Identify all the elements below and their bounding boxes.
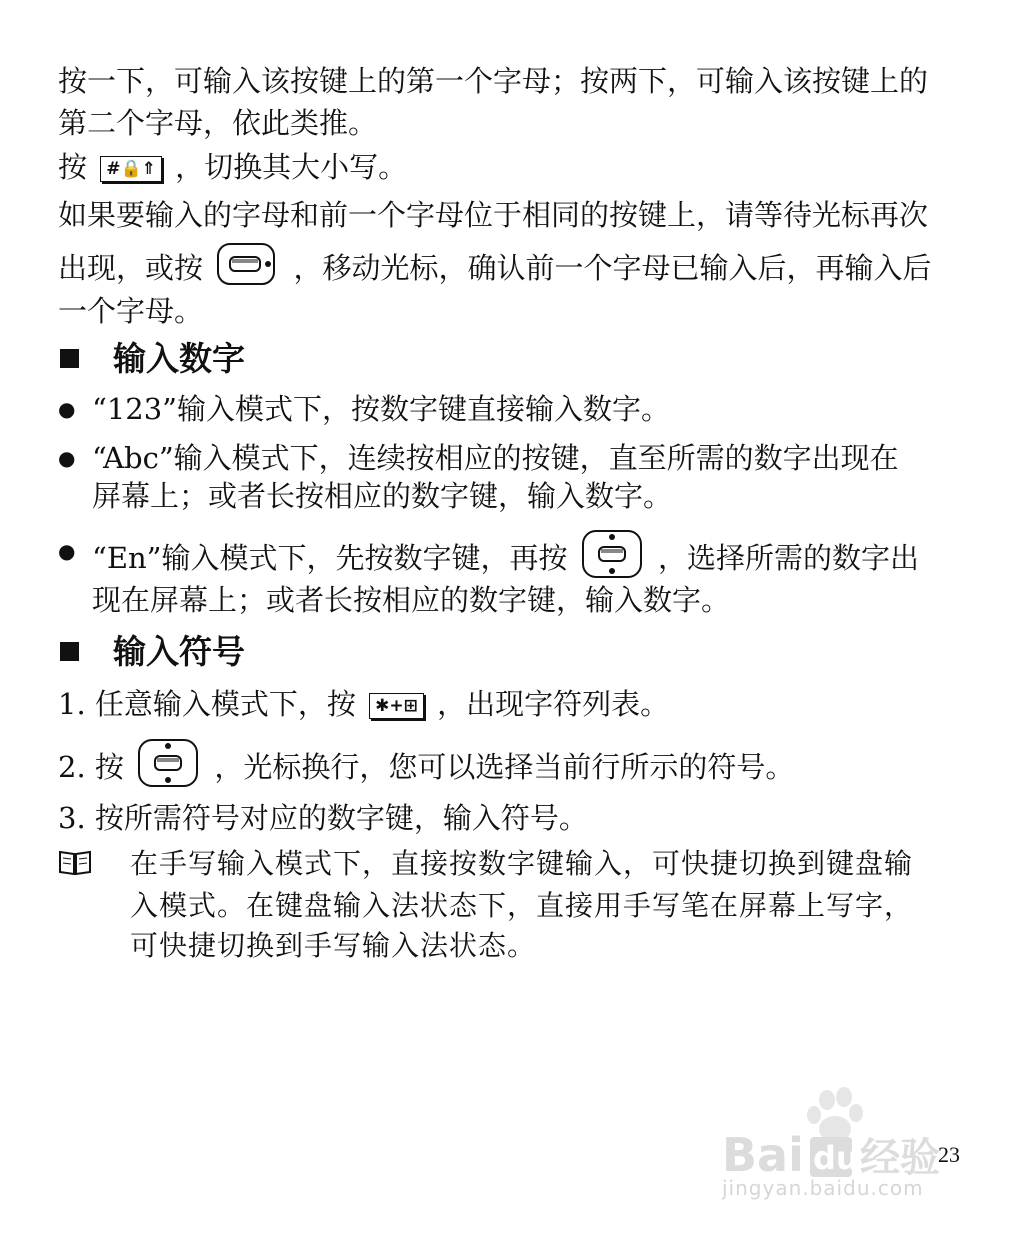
step-number: 1.	[58, 687, 86, 721]
step-2	[58, 738, 794, 800]
hash-lock-key-icon: #🔒⇑	[100, 156, 162, 182]
list-item: “Abc”输入模式下，连续按相应的按键，直至所需的数字出现在	[92, 441, 899, 475]
watermark-url: jingyan.baidu.com	[722, 1176, 924, 1200]
section-heading	[60, 337, 245, 381]
text: ，出现字符列表。	[437, 687, 670, 721]
paragraph-line: 按一下，可输入该按键上的第一个字母；按两下，可输入该按键上的	[58, 64, 929, 98]
section-heading	[60, 630, 245, 674]
svg-text:du: du	[813, 1139, 859, 1177]
svg-text:经验: 经验	[860, 1135, 940, 1181]
step-3	[58, 796, 588, 840]
star-key-icon: ✱+⊞	[369, 693, 424, 719]
bullet-square-icon	[60, 349, 79, 368]
text: “En”输入模式下，先按数字键，再按	[92, 541, 568, 575]
step-1	[58, 682, 669, 726]
note-line: 在手写输入模式下，直接按数字键输入，可快捷切换到键盘输	[130, 847, 914, 880]
text: 按	[58, 150, 88, 184]
text: 按所需符号对应的数字键，输入符号。	[94, 801, 588, 835]
page-number: 23	[938, 1142, 960, 1167]
bullet-dot-icon: ●	[58, 539, 76, 563]
text: 按	[94, 750, 124, 784]
svg-text:Bai: Bai	[722, 1128, 804, 1182]
heading-text: 输入数字	[113, 339, 245, 378]
step-number: 2.	[58, 750, 86, 784]
heading-text: 输入符号	[113, 632, 245, 671]
bullet-dot-icon: ●	[58, 446, 76, 470]
note-line: 入模式。在键盘输入法状态下，直接用手写笔在屏幕上写字，	[130, 889, 914, 922]
step-number: 3.	[58, 801, 86, 835]
text: ，光标换行，您可以选择当前行所示的符号。	[214, 750, 795, 784]
bullet-square-icon	[60, 642, 79, 661]
nav-updown-key-icon	[137, 738, 201, 800]
paragraph-line: 如果要输入的字母和前一个字母位于相同的按键上，请等待光标再次	[58, 198, 929, 232]
text: ，移动光标，确认前一个字母已输入后，再输入后	[293, 251, 932, 285]
text: ，选择所需的数字出	[657, 541, 919, 575]
text: 出现，或按	[58, 251, 204, 285]
note-line: 可快捷切换到手写输入法状态。	[130, 929, 537, 962]
list-item: “123”输入模式下，按数字键直接输入数字。	[92, 392, 671, 426]
book-icon	[58, 848, 92, 880]
list-item-cont: 现在屏幕上；或者长按相应的数字键，输入数字。	[92, 583, 731, 617]
paragraph-line: 一个字母。	[58, 294, 204, 328]
text: 任意输入模式下，按	[94, 687, 356, 721]
list-item-cont: 屏幕上；或者长按相应的数字键，输入数字。	[92, 479, 673, 513]
case-switch-instruction	[58, 145, 963, 189]
text: ，切换其大小写。	[175, 150, 408, 184]
paragraph-line: 第二个字母，依此类推。	[58, 106, 378, 140]
bullet-dot-icon: ●	[58, 397, 76, 421]
